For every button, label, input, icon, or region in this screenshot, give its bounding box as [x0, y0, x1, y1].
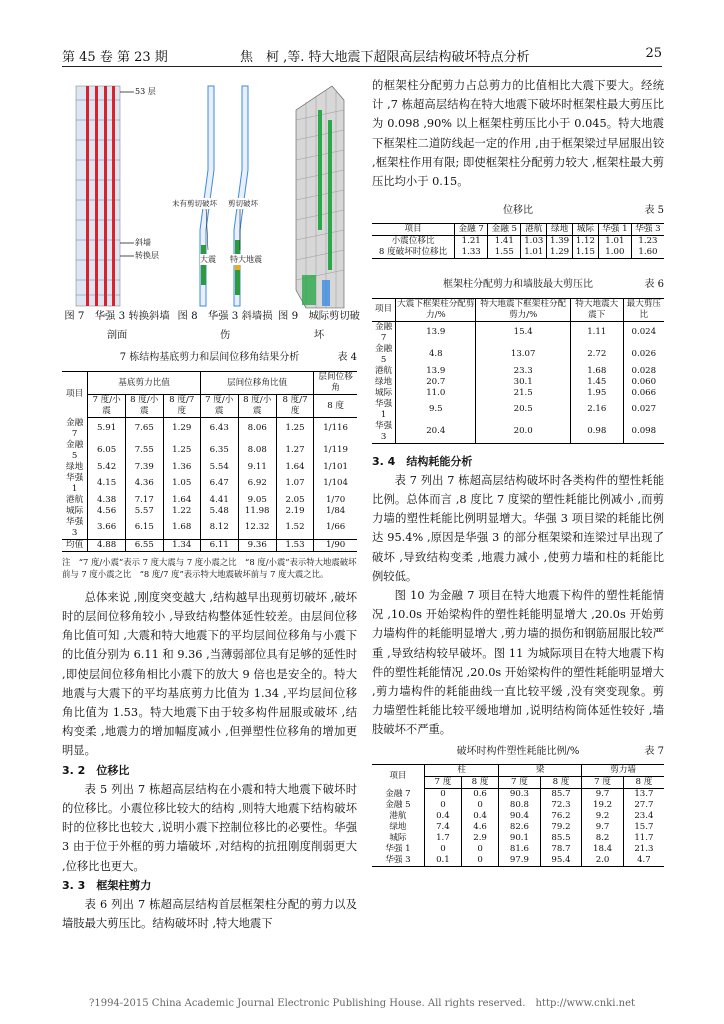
- paragraph: 表 7 列出 7 栋超高层结构破坏时各类构件的塑性耗能比例。总体而言 ,8 度比 7 度梁的塑性耗能比例减小 ,而剪力墙的塑性耗能比例明显增大。华强 3 项目梁的耗能比例达 95.4% ,原因是华强 3 的部分框架梁和连梁过早出现了破坏 ,导致结构变柔 ,地震力减小 ,使剪力墙和柱的耗能比例较低。: [372, 473, 664, 583]
- table-cell: 8 度破坏时位移比: [378, 247, 448, 258]
- table-row: [372, 855, 664, 867]
- table-cell: 23.3: [476, 366, 570, 377]
- table4-sub-header: 8 度/7 度: [276, 395, 313, 418]
- table-cell: 21.5: [476, 388, 570, 399]
- table-cell: 1.23: [631, 236, 664, 248]
- table-cell: 金融 5: [66, 439, 84, 461]
- table-cell: 0: [462, 844, 499, 855]
- table-cell: 港航: [389, 810, 407, 821]
- table6-header: 大震下框架柱分配剪力/%: [397, 298, 475, 320]
- table-cell: 6.11: [200, 539, 238, 551]
- table-cell: 5.48: [200, 506, 238, 517]
- fig9-caption: 图 9 城际剪切破坏: [278, 310, 360, 341]
- table5-header: 金融 5: [488, 224, 521, 236]
- table-cell: 小震位移比: [391, 236, 435, 247]
- table-cell: 13.7: [623, 788, 664, 800]
- table6-header: 项目: [372, 298, 396, 321]
- table-cell: 0.098: [623, 421, 664, 444]
- table-cell: 1.7: [424, 833, 461, 844]
- table-cell: 78.7: [540, 844, 582, 855]
- table7-group-header: 剪力墙: [582, 764, 664, 776]
- table6-header: 特大地震下框架柱分配剪力/%: [476, 298, 570, 321]
- table4-sub-header: 7 度/小震: [88, 395, 126, 418]
- table4-group-header: 层间位移角比值: [200, 372, 313, 395]
- table-cell: 9.7: [582, 788, 624, 800]
- table-cell: 1.68: [570, 366, 623, 377]
- table7-sub-header: 8 度: [540, 776, 582, 788]
- table-cell: 金融 7: [374, 321, 393, 343]
- table5-header: 绿地: [547, 224, 573, 236]
- table-cell: 15.4: [476, 321, 570, 344]
- fig7-label-transfer: 转换层: [135, 251, 159, 260]
- table-row: [372, 366, 664, 377]
- table-cell: 1.36: [163, 462, 200, 473]
- table-cell: 绿地: [389, 821, 407, 832]
- table-cell: 6.55: [125, 539, 163, 551]
- table-cell: 4.36: [125, 473, 163, 495]
- table7-sub-header: 8 度: [462, 776, 499, 788]
- table-cell: 19.2: [582, 800, 624, 811]
- right-column: [372, 76, 664, 867]
- table-cell: 2.72: [570, 344, 623, 366]
- table-cell: 1.53: [276, 539, 313, 551]
- table-cell: 城际: [66, 505, 84, 516]
- table-cell: 4.38: [88, 495, 126, 506]
- table-cell: 绿地: [374, 376, 393, 387]
- figure-8: [172, 80, 278, 300]
- left-column: [62, 348, 357, 933]
- figure-9: [282, 80, 360, 300]
- table-cell: 金融 7: [385, 788, 411, 799]
- table-cell: 4.88: [88, 539, 126, 551]
- table-cell: 0.1: [424, 855, 461, 867]
- table6-caption: 框架柱分配剪力和墙肢最大剪压比: [443, 279, 593, 291]
- table5-header: 华强 1: [598, 224, 631, 236]
- table-cell: 1/70: [314, 495, 357, 506]
- table-cell: 均值: [66, 539, 84, 550]
- table-cell: 1.29: [163, 418, 200, 440]
- table7-group-header: 柱: [424, 764, 498, 776]
- table-row: [372, 421, 664, 444]
- running-title: [240, 46, 530, 65]
- table5-header: 港航: [521, 224, 547, 236]
- table7: [372, 764, 664, 867]
- table-cell: 2.0: [582, 855, 624, 867]
- table-cell: 绿地: [66, 461, 84, 472]
- table5-number: 表 5: [644, 205, 664, 217]
- table-cell: 1/104: [314, 473, 357, 495]
- table-cell: 13.9: [396, 366, 476, 377]
- table-cell: 0: [424, 788, 461, 800]
- table-cell: 港航: [374, 365, 393, 376]
- table-cell: 1.00: [598, 247, 631, 259]
- table-cell: 9.05: [238, 495, 276, 506]
- table6-header: 特大地震大震下: [570, 298, 623, 321]
- table4-group-header: 层间位移角: [314, 372, 357, 395]
- table-cell: 0.027: [623, 399, 664, 421]
- table-row: [62, 473, 357, 495]
- table-cell: 7.39: [125, 462, 163, 473]
- table-row: [372, 822, 664, 833]
- table-cell: 8.12: [200, 517, 238, 540]
- table-row: [62, 517, 357, 540]
- table-row: [372, 399, 664, 421]
- table-cell: 0.060: [623, 377, 664, 388]
- table7-caption-row: [372, 742, 664, 761]
- table-cell: 0.028: [623, 366, 664, 377]
- table-cell: 6.15: [125, 517, 163, 540]
- table-cell: 20.4: [396, 421, 476, 444]
- copyright-footer: ?1994-2015 China Academic Journal Electronic Publishing House. All rights reserved. http://www.cnki.net: [88, 998, 635, 1009]
- table-cell: 15.7: [623, 822, 664, 833]
- table7-item-header: 项目: [389, 771, 407, 782]
- table-cell: 85.7: [540, 788, 582, 800]
- table-cell: 9.11: [238, 462, 276, 473]
- paragraph: 的框架柱分配剪力占总剪力的比值相比大震下要大。经统计 ,7 栋超高层结构在特大地震下破坏时框架柱最大剪压比为 0.098 ,90% 以上框架柱剪压比小于 0.045。特大地震下框架柱二道防线起一定的作用 ,由于框架梁过早屈服出铰 ,框架柱作用有限; 即使框架柱分配剪力较大 ,框架柱最大剪压比均小于 0.15。: [372, 79, 664, 189]
- table5-header: 华强 3: [631, 224, 664, 236]
- table-cell: 1/101: [314, 462, 357, 473]
- fig8-label-huge: 特大地震: [230, 255, 262, 264]
- table-row: [372, 377, 664, 388]
- table-cell: 7.17: [125, 495, 163, 506]
- table-cell: 华强 3: [66, 516, 84, 538]
- table-cell: 2.9: [462, 833, 499, 844]
- table-cell: 5.54: [200, 462, 238, 473]
- table-cell: 2.16: [570, 399, 623, 421]
- table5-header: 项目: [372, 224, 455, 236]
- table-cell: 1.11: [570, 321, 623, 344]
- table4-sub-header: 7 度/小震: [200, 395, 238, 418]
- table-cell: 1/66: [314, 517, 357, 540]
- table-row: [372, 321, 664, 344]
- paragraph: 表 5 列出 7 栋超高层结构在小震和特大地震下破坏时的位移比。小震位移比较大的结构 ,则特大地震下结构破坏时的位移比也较大 ,说明小震下控制位移比的必要性。华强 3 由于位于外框的剪力墙破坏 ,对结构的抗扭刚度削弱更大 ,位移比也更大。: [62, 782, 357, 873]
- table-cell: 港航: [66, 494, 84, 505]
- table-cell: 9.7: [582, 822, 624, 833]
- table-cell: 6.47: [200, 473, 238, 495]
- table-cell: 1.34: [163, 539, 200, 551]
- table7-group-header: 梁: [499, 764, 582, 776]
- table-cell: 华强 1: [66, 472, 84, 494]
- table-cell: 27.7: [623, 800, 664, 811]
- table-cell: 18.4: [582, 844, 624, 855]
- table-cell: 0.066: [623, 388, 664, 399]
- table-cell: 1.22: [163, 506, 200, 517]
- table-cell: 6.35: [200, 440, 238, 462]
- running-paper-title: 特大地震下超限高层结构破坏特点分析: [308, 50, 530, 65]
- table4-group-header: 基底剪力比值: [88, 372, 201, 395]
- table-cell: 9.5: [396, 399, 476, 421]
- table-cell: 1.95: [570, 388, 623, 399]
- table4-number: 表 4: [337, 352, 357, 363]
- table-cell: 0: [462, 855, 499, 867]
- table-cell: 金融 5: [385, 799, 411, 810]
- fig7-drawing: [62, 80, 177, 310]
- fig7-caption: 图 7 华强 3 转换斜墙剖面: [64, 310, 170, 341]
- fig8-label-shear: 剪切破坏: [228, 199, 258, 208]
- table-cell: 20.5: [476, 399, 570, 421]
- table-cell: 1.55: [488, 247, 521, 259]
- table-cell: 0.4: [424, 811, 461, 822]
- table4-caption: 7 栋结构基底剪力和层间位移角结果分析: [119, 352, 300, 363]
- table6-caption-row: [372, 275, 664, 294]
- table-cell: 3.66: [88, 517, 126, 540]
- table-cell: 0: [424, 844, 461, 855]
- table-cell: 6.92: [238, 473, 276, 495]
- table-cell: 城际: [374, 387, 393, 398]
- table-cell: 1.41: [488, 236, 521, 248]
- table-cell: 1/119: [314, 440, 357, 462]
- table-cell: 5.42: [88, 462, 126, 473]
- table-cell: 4.56: [88, 506, 126, 517]
- table-cell: 1.60: [631, 247, 664, 259]
- page-header: [62, 44, 662, 67]
- table-cell: 1.39: [547, 236, 573, 248]
- table-cell: 1.33: [455, 247, 488, 259]
- table5-caption: 位移比: [503, 205, 533, 217]
- table-cell: 90.3: [499, 788, 541, 800]
- table-cell: 90.1: [499, 833, 541, 844]
- paragraph: 总体来说 ,刚度突变越大 ,结构越早出现剪切破坏 ,破坏时的层间位移角较小 ,导致结构整体延性较差。由层间位移角比值可知 ,大震和特大地震下的平均层间位移角与小震下的比值分别为 6.11 和 9.36 ,当薄弱部位具有足够的延性时 ,即使层间位移角相比小震下的放大 9 倍也是安全的。特大地震与大震下的平均基底剪力比值为 1.34 ,平均层间位移角比值为 1.53。特大地震下由于较多构件屈服或破坏 ,结构变柔 ,地震力的增加幅度减小 ,但弹塑性位移角的增加更明显。: [62, 590, 357, 758]
- table5-header: 城际: [572, 224, 598, 236]
- table-cell: 11.98: [238, 506, 276, 517]
- table-cell: 金融 5: [374, 343, 393, 365]
- table-cell: 1.64: [163, 495, 200, 506]
- table-row: [372, 788, 664, 800]
- table-row: [372, 833, 664, 844]
- table-cell: 8.08: [238, 440, 276, 462]
- fig9-drawing: [282, 80, 360, 310]
- table-cell: 79.2: [540, 822, 582, 833]
- table7-sub-header: 7 度: [582, 776, 624, 788]
- table-row: [372, 388, 664, 399]
- table-cell: 6.43: [200, 418, 238, 440]
- table-cell: 城际: [389, 832, 407, 843]
- table-cell: 72.3: [540, 800, 582, 811]
- table-cell: 11.7: [623, 833, 664, 844]
- table-cell: 0.6: [462, 788, 499, 800]
- table-row: [372, 344, 664, 366]
- table-cell: 1.12: [572, 236, 598, 248]
- table-cell: 97.9: [499, 855, 541, 867]
- table-cell: 1.25: [163, 440, 200, 462]
- table-cell: 金融 7: [66, 417, 84, 439]
- table4: [62, 371, 357, 552]
- table-cell: 华强 1: [385, 843, 411, 854]
- table-cell: 4.8: [396, 344, 476, 366]
- table-cell: 13.9: [396, 321, 476, 344]
- table5: [372, 223, 664, 259]
- table-cell: 1.27: [276, 440, 313, 462]
- table-row: [372, 247, 664, 259]
- table4-sub-header: 8 度/小震: [238, 395, 276, 418]
- table-cell: 1/116: [314, 418, 357, 440]
- section-heading-3-2: 3. 2 位移比: [62, 763, 130, 777]
- table-cell: 0: [462, 800, 499, 811]
- table-cell: 81.6: [499, 844, 541, 855]
- fig7-label-floor53: 53 层: [135, 87, 156, 96]
- table7-caption: 破坏时构件塑性耗能比例/%: [456, 745, 580, 757]
- table-cell: 90.4: [499, 811, 541, 822]
- table-cell: 1.05: [163, 473, 200, 495]
- table-cell: 4.7: [623, 855, 664, 867]
- table-cell: 1.64: [276, 462, 313, 473]
- running-authors: 焦 柯 ,等.: [240, 50, 305, 65]
- table-cell: 4.6: [462, 822, 499, 833]
- table-cell: 0.024: [623, 321, 664, 344]
- table-row: [62, 440, 357, 462]
- table-cell: 2.05: [276, 495, 313, 506]
- table-cell: 9.2: [582, 811, 624, 822]
- table-cell: 华强 1: [374, 398, 393, 420]
- table7-sub-header: 8 度: [623, 776, 664, 788]
- table4-note: 注 “7 度/小震”表示 7 度大震与 7 度小震之比 “8 度/小震”表示特大地震破坏前与 7 度小震之比 “8 度/7 度”表示特大地震破坏前与 7 度大震之比。: [62, 556, 357, 579]
- section-heading-3-3: 3. 3 框架柱剪力: [62, 878, 152, 892]
- paragraph: 表 6 列出 7 栋超高层结构首层框架柱分配的剪力以及墙肢最大剪压比。结构破坏时 ,特大地震下: [62, 897, 357, 931]
- table6: [372, 298, 664, 444]
- table-cell: 4.15: [88, 473, 126, 495]
- table-cell: 5.57: [125, 506, 163, 517]
- table-cell: 1.15: [572, 247, 598, 259]
- table-cell: 0.98: [570, 421, 623, 444]
- table-cell: 20.0: [476, 421, 570, 444]
- table7-sub-header: 7 度: [499, 776, 541, 788]
- table4-sub-header: 8 度/小震: [125, 395, 163, 418]
- table-cell: 0.4: [462, 811, 499, 822]
- page-number: 25: [645, 46, 662, 61]
- table5-header: 金融 7: [455, 224, 488, 236]
- table-cell: 0: [424, 800, 461, 811]
- table-cell: 85.5: [540, 833, 582, 844]
- table-cell: 9.36: [238, 539, 276, 551]
- table-row-average: [62, 539, 357, 551]
- table4-item-header: 项目: [66, 389, 84, 400]
- table-cell: 1/84: [314, 506, 357, 517]
- table-cell: 13.07: [476, 344, 570, 366]
- table-cell: 华强 3: [385, 854, 411, 865]
- fig8-label-no-shear: 未有剪切破坏: [172, 199, 217, 208]
- table-row: [62, 506, 357, 517]
- table4-sub-header: 8 度: [314, 395, 357, 418]
- table6-header: 最大剪压比: [623, 298, 664, 321]
- fig8-label-big: 大震: [200, 255, 216, 264]
- table-row: [372, 844, 664, 855]
- table7-sub-header: 7 度: [424, 776, 461, 788]
- table-cell: 11.0: [396, 388, 476, 399]
- table-row: [372, 236, 664, 248]
- table-cell: 1.01: [521, 247, 547, 259]
- table-cell: 1.68: [163, 517, 200, 540]
- table-cell: 6.05: [88, 440, 126, 462]
- table-cell: 华强 3: [374, 420, 393, 442]
- table-cell: 7.4: [424, 822, 461, 833]
- table5-caption-row: [372, 201, 664, 220]
- fig8-caption: 图 8 华强 3 斜墙损伤: [177, 310, 273, 341]
- table-cell: 76.2: [540, 811, 582, 822]
- table-cell: 1.45: [570, 377, 623, 388]
- table-cell: 12.32: [238, 517, 276, 540]
- table-cell: 4.41: [200, 495, 238, 506]
- table-cell: 20.7: [396, 377, 476, 388]
- table6-number: 表 6: [644, 279, 664, 291]
- table-cell: 0.026: [623, 344, 664, 366]
- table-cell: 7.55: [125, 440, 163, 462]
- table-cell: 8.06: [238, 418, 276, 440]
- table-cell: 23.4: [623, 811, 664, 822]
- table-cell: 1.29: [547, 247, 573, 259]
- fig7-label-slant: 斜墙: [135, 238, 151, 247]
- table-cell: 2.19: [276, 506, 313, 517]
- table-cell: 1/90: [314, 539, 357, 551]
- table-cell: 7.65: [125, 418, 163, 440]
- table-cell: 21.3: [623, 844, 664, 855]
- table7-number: 表 7: [644, 745, 664, 757]
- section-heading-3-4: 3. 4 结构耗能分析: [372, 454, 473, 468]
- table-cell: 1.21: [455, 236, 488, 248]
- fig8-drawing: [178, 80, 278, 310]
- table4-sub-header: 8 度/7 度: [163, 395, 200, 418]
- table-row: [62, 418, 357, 440]
- table-cell: 1.03: [521, 236, 547, 248]
- table-cell: 95.4: [540, 855, 582, 867]
- table-cell: 1.52: [276, 517, 313, 540]
- table-cell: 1.25: [276, 418, 313, 440]
- paragraph: 图 10 为金融 7 项目在特大地震下构件的塑性耗能情况 ,10.0s 开始梁构件的塑性耗能明显增大 ,20.0s 开始剪力墙构件的耗能明显增大 ,剪力墙的损伤和钢筋屈服比较严重 ,导致结构较早破坏。图 11 为城际项目在特大地震下构件的塑性耗能情况 ,20.0s 开始梁构件的塑性耗能明显增大 ,剪力墙构件的耗能曲线一直比较平缓 ,没有突变现象。剪力墙塑性耗能比较平缓地增加 ,说明结构筒体延性较好 ,墙肢破坏不严重。: [372, 589, 664, 737]
- table-cell: 1.07: [276, 473, 313, 495]
- table-cell: 30.1: [476, 377, 570, 388]
- table-cell: 8.2: [582, 833, 624, 844]
- table-row: [372, 811, 664, 822]
- table-cell: 80.8: [499, 800, 541, 811]
- table-cell: 82.6: [499, 822, 541, 833]
- table4-caption-row: [62, 348, 357, 367]
- journal-issue: 第 45 卷 第 23 期: [62, 50, 168, 65]
- table-row: [62, 495, 357, 506]
- table-cell: 1.01: [598, 236, 631, 248]
- table-cell: 5.91: [88, 418, 126, 440]
- table-row: [372, 800, 664, 811]
- table-row: [62, 462, 357, 473]
